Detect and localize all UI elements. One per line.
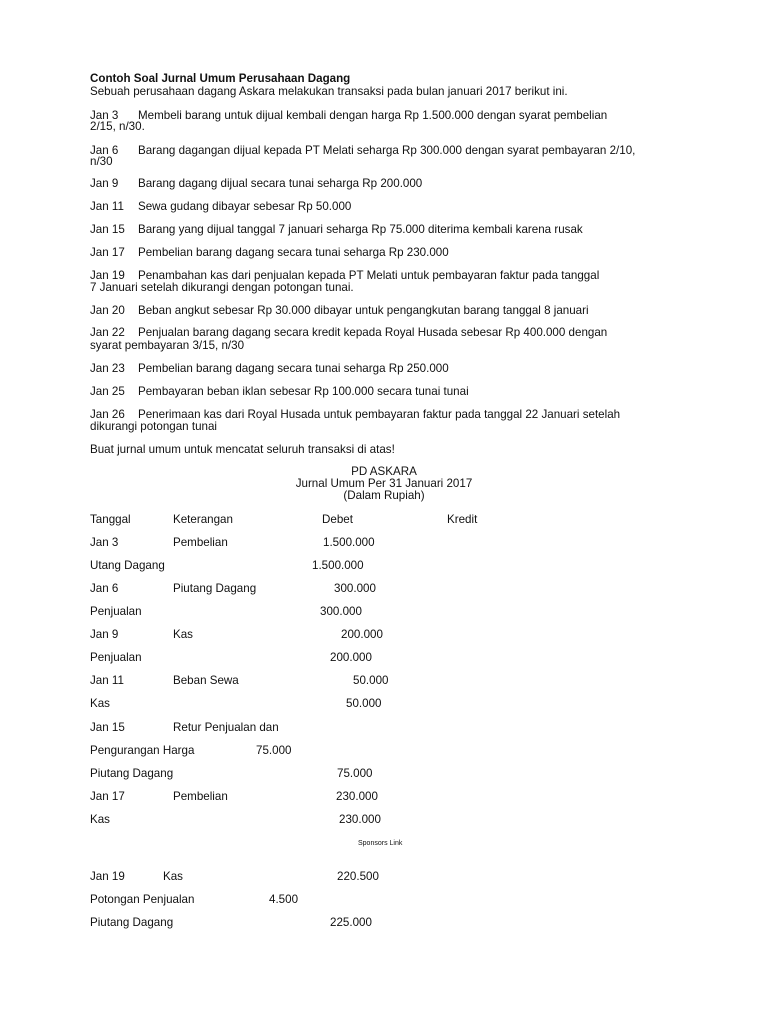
transaction-text: Penambahan kas dari penjualan kepada PT Melati untuk pembayaran faktur pada tanggal xyxy=(138,269,600,282)
entry-date: Jan 17 xyxy=(90,790,125,803)
entry-account: Kas xyxy=(173,628,193,641)
transaction-date: Jan 11 xyxy=(90,200,124,213)
entry-amount: 1.500.000 xyxy=(312,559,364,572)
instruction-text: Buat jurnal umum untuk mencatat seluruh transaksi di atas! xyxy=(90,443,395,456)
entry-amount: 200.000 xyxy=(330,651,372,664)
transaction-text: Pembelian barang dagang secara tunai seharga Rp 230.000 xyxy=(138,246,449,259)
transaction-text: Pembelian barang dagang secara tunai seharga Rp 250.000 xyxy=(138,362,449,375)
journal-unit: (Dalam Rupiah) xyxy=(343,489,425,502)
transaction-date: Jan 6 xyxy=(90,144,119,157)
transaction-text: Barang yang dijual tanggal 7 januari seharga Rp 75.000 diterima kembali karena rusak xyxy=(138,223,583,236)
entry-amount: 50.000 xyxy=(353,674,389,687)
entry-amount: 230.000 xyxy=(336,790,378,803)
entry-amount: 4.500 xyxy=(269,893,299,906)
entry-amount: 220.500 xyxy=(337,870,379,883)
transaction-text: Sewa gudang dibayar sebesar Rp 50.000 xyxy=(138,200,352,213)
document-title: Contoh Soal Jurnal Umum Perusahaan Dagang xyxy=(90,72,351,85)
transaction-text-cont: 2/15, n/30. xyxy=(90,120,145,133)
transaction-text: Penjualan barang dagang secara kredit kepada Royal Husada sebesar Rp 400.000 dengan xyxy=(138,326,608,339)
entry-date: Jan 9 xyxy=(90,628,119,641)
transaction-date: Jan 25 xyxy=(90,385,125,398)
sponsors-link[interactable]: Sponsors Link xyxy=(358,840,403,847)
entry-account: Kas xyxy=(90,697,110,710)
entry-account: Kas xyxy=(90,813,110,826)
transaction-text-cont: n/30 xyxy=(90,155,113,168)
transaction-date: Jan 3 xyxy=(90,109,119,122)
entry-amount: 200.000 xyxy=(341,628,383,641)
entry-account: Retur Penjualan dan xyxy=(173,721,279,734)
transaction-date: Jan 17 xyxy=(90,246,125,259)
transaction-text-cont: 7 Januari setelah dikurangi dengan potongan tunai. xyxy=(90,281,354,294)
entry-amount: 300.000 xyxy=(334,582,376,595)
column-header-credit: Kredit xyxy=(447,513,478,526)
entry-amount: 300.000 xyxy=(320,605,362,618)
transaction-date: Jan 20 xyxy=(90,304,125,317)
journal-period: Jurnal Umum Per 31 Januari 2017 xyxy=(295,477,473,490)
column-header-description: Keterangan xyxy=(173,513,233,526)
entry-amount: 225.000 xyxy=(330,916,372,929)
entry-date: Jan 15 xyxy=(90,721,125,734)
entry-amount: 50.000 xyxy=(346,697,382,710)
transaction-date: Jan 22 xyxy=(90,326,125,339)
entry-account: Utang Dagang xyxy=(90,559,165,572)
transaction-text: Membeli barang untuk dijual kembali dengan harga Rp 1.500.000 dengan syarat pembelian xyxy=(138,109,608,122)
entry-date: Jan 11 xyxy=(90,674,124,687)
entry-account: Piutang Dagang xyxy=(90,767,174,780)
transaction-text: Barang dagang dijual secara tunai seharga Rp 200.000 xyxy=(138,177,423,190)
entry-account: Pembelian xyxy=(173,790,228,803)
entry-account: Penjualan xyxy=(90,651,142,664)
intro-text: Sebuah perusahaan dagang Askara melakukan transaksi pada bulan januari 2017 berikut ini. xyxy=(90,85,568,98)
transaction-text-cont: dikurangi potongan tunai xyxy=(90,420,217,433)
entry-account: Piutang Dagang xyxy=(173,582,257,595)
entry-account: Pengurangan Harga xyxy=(90,744,195,757)
entry-date: Jan 19 xyxy=(90,870,125,883)
entry-amount: 230.000 xyxy=(339,813,381,826)
transaction-date: Jan 9 xyxy=(90,177,119,190)
transaction-text-cont: syarat pembayaran 3/15, n/30 xyxy=(90,339,245,352)
entry-date: Jan 6 xyxy=(90,582,119,595)
transaction-text: Pembayaran beban iklan sebesar Rp 100.000 secara tunai tunai xyxy=(138,385,469,398)
transaction-text: Beban angkut sebesar Rp 30.000 dibayar untuk pengangkutan barang tanggal 8 januari xyxy=(138,304,589,317)
column-header-debit: Debet xyxy=(322,513,353,526)
column-header-date: Tanggal xyxy=(90,513,131,526)
company-name: PD ASKARA xyxy=(351,465,417,478)
transaction-date: Jan 15 xyxy=(90,223,125,236)
transaction-date: Jan 23 xyxy=(90,362,125,375)
entry-amount: 75.000 xyxy=(256,744,292,757)
transaction-date: Jan 19 xyxy=(90,269,125,282)
entry-account: Pembelian xyxy=(173,536,228,549)
transaction-date: Jan 26 xyxy=(90,408,125,421)
entry-account: Penjualan xyxy=(90,605,142,618)
entry-account: Kas xyxy=(163,870,183,883)
entry-account: Potongan Penjualan xyxy=(90,893,195,906)
entry-amount: 75.000 xyxy=(337,767,373,780)
entry-date: Jan 3 xyxy=(90,536,119,549)
entry-account: Piutang Dagang xyxy=(90,916,174,929)
transaction-text: Penerimaan kas dari Royal Husada untuk pembayaran faktur pada tanggal 22 Januari setelah xyxy=(138,408,621,421)
transaction-text: Barang dagangan dijual kepada PT Melati seharga Rp 300.000 dengan syarat pembayaran 2/10, xyxy=(138,144,636,157)
entry-amount: 1.500.000 xyxy=(323,536,375,549)
entry-account: Beban Sewa xyxy=(173,674,239,687)
